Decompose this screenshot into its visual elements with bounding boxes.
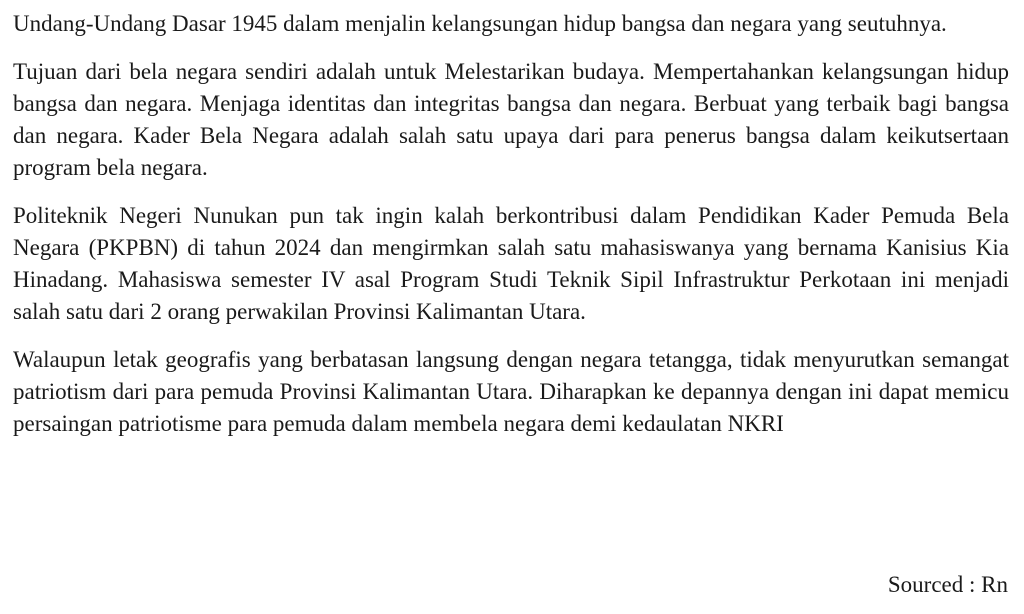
paragraph-1: Undang-Undang Dasar 1945 dalam menjalin kelangsungan hidup bangsa dan negara yang seutuhnya. [13, 11, 947, 36]
source-credit: Sourced : Rn [887, 572, 1008, 597]
paragraph-2: Tujuan dari bela negara sendiri adalah untuk Melestarikan budaya. Mempertahankan kelangsungan hidup bangsa dan negara. Menjaga identitas dan integritas bangsa dan negara. Berbuat yang terbaik bagi bangsa dan negara. Kader Bela Negara adalah salah satu upaya dari para penerus bangsa dalam keikutsertaan program bela negara. [13, 59, 1009, 180]
article-body [13, 8, 1009, 456]
paragraph-3: Politeknik Negeri Nunukan pun tak ingin kalah berkontribusi dalam Pendidikan Kader Pemuda Bela Negara (PKPBN) di tahun 2024 dan mengirmkan salah satu mahasiswanya yang bernama Kanisius Kia Hinadang. Mahasiswa semester IV asal Program Studi Teknik Sipil Infrastruktur Perkotaan ini menjadi salah satu dari 2 orang perwakilan Provinsi Kalimantan Utara. [13, 203, 1009, 324]
paragraph-4: Walaupun letak geografis yang berbatasan langsung dengan negara tetangga, tidak menyurutkan semangat patriotism dari para pemuda Provinsi Kalimantan Utara. Diharapkan ke depannya dengan ini dapat memicu persaingan patriotisme para pemuda dalam membela negara demi kedaulatan NKRI [13, 347, 1009, 436]
